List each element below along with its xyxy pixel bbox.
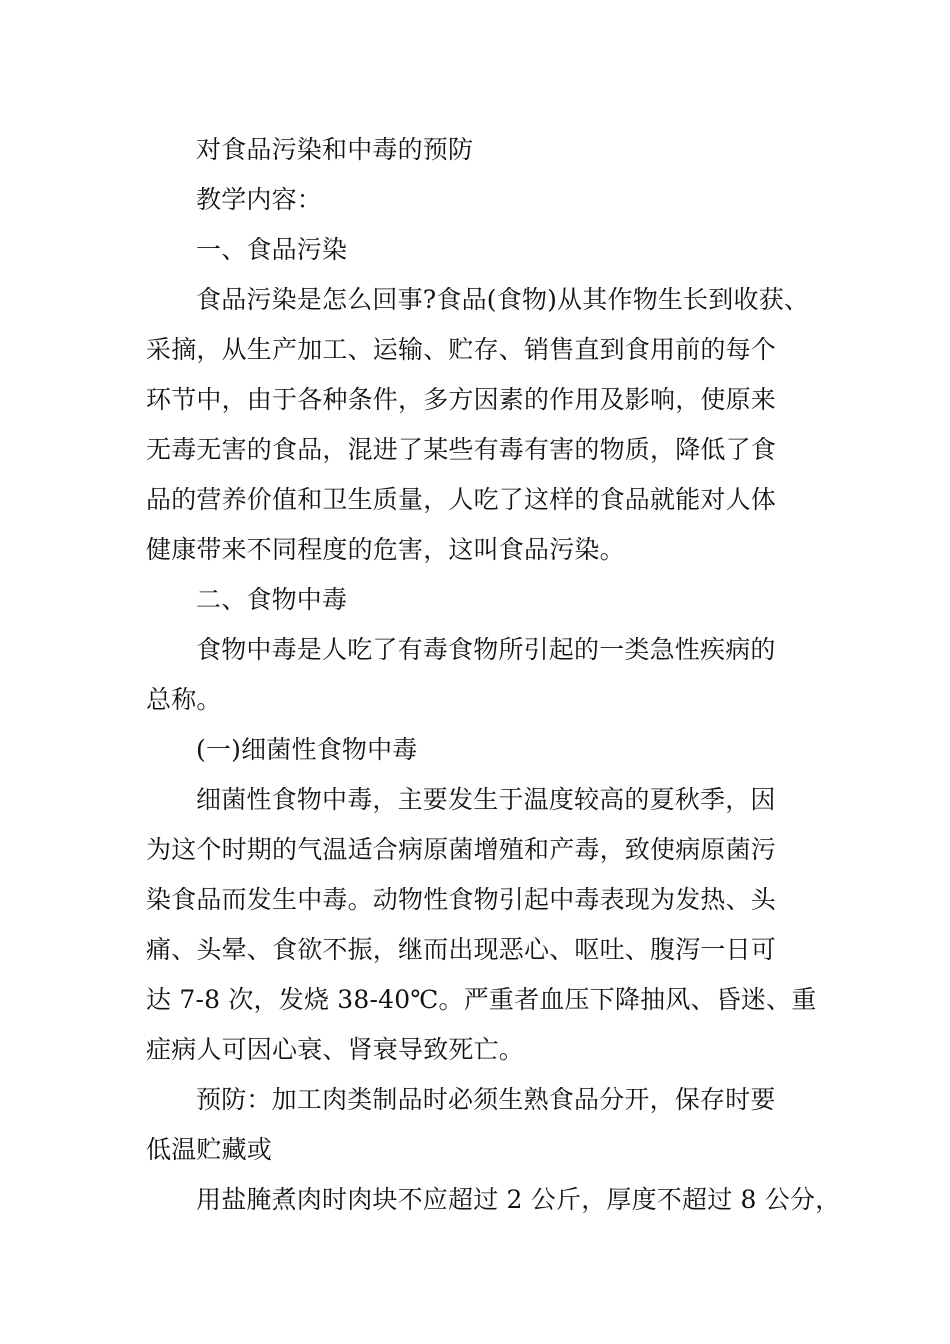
paragraph-line: 食物中毒是人吃了有毒食物所引起的一类急性疾病的 (196, 635, 776, 664)
paragraph-line: 无毒无害的食品，混进了某些有毒有害的物质，降低了食 (146, 435, 777, 464)
subsection-heading-bacterial: (一)细菌性食物中毒 (196, 735, 418, 764)
paragraph-line: 症病人可因心衰、肾衰导致死亡。 (146, 1035, 525, 1064)
paragraph-line: 健康带来不同程度的危害，这叫食品污染。 (146, 535, 625, 564)
paragraph-line: 为这个时期的气温适合病原菌增殖和产毒，致使病原菌污 (146, 835, 777, 864)
paragraph-line: 采摘，从生产加工、运输、贮存、销售直到食用前的每个 (146, 335, 777, 364)
paragraph-line: 达 7-8 次，发烧 38-40℃。严重者血压下降抽风、昏迷、重 (146, 985, 817, 1014)
paragraph-line: 痛、头晕、食欲不振，继而出现恶心、呕吐、腹泻一日可 (146, 935, 777, 964)
teaching-content-label: 教学内容： (196, 185, 323, 214)
final-line: 用盐腌煮肉时肉块不应超过 2 公斤，厚度不超过 8 公分， (196, 1185, 841, 1214)
paragraph-line: 细菌性食物中毒，主要发生于温度较高的夏秋季，因 (196, 785, 776, 814)
section-heading-food-contamination: 一、食品污染 (196, 235, 348, 264)
paragraph-line: 环节中，由于各种条件，多方因素的作用及影响，使原来 (146, 385, 777, 414)
document-title: 对食品污染和中毒的预防 (196, 135, 474, 164)
paragraph-line: 染食品而发生中毒。动物性食物引起中毒表现为发热、头 (146, 885, 777, 914)
paragraph-line: 食品污染是怎么回事?食品(食物)从其作物生长到收获、 (196, 285, 810, 314)
section-heading-food-poisoning: 二、食物中毒 (196, 585, 348, 614)
prevention-line: 预防：加工肉类制品时必须生熟食品分开，保存时要 (196, 1085, 776, 1114)
prevention-line: 低温贮藏或 (146, 1135, 273, 1164)
paragraph-line: 品的营养价值和卫生质量，人吃了这样的食品就能对人体 (146, 485, 777, 514)
paragraph-line: 总称。 (146, 685, 222, 714)
